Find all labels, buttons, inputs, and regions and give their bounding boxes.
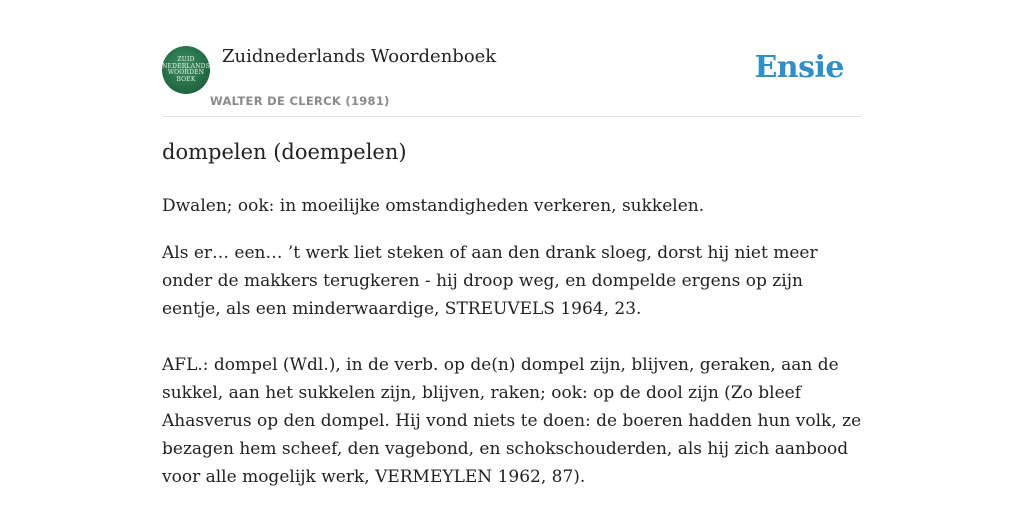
logo-line-2: NEDERLANDS — [162, 62, 210, 70]
ensie-logo-link[interactable]: Ensie — [754, 50, 844, 85]
entry-headword: dompelen (doempelen) — [162, 140, 407, 164]
logo-line-4: BOEK — [176, 75, 196, 83]
dictionary-author: WALTER DE CLERCK (1981) — [210, 94, 390, 108]
entry-definition: Dwalen; ook: in moeilijke omstandigheden verkeren, sukkelen. — [162, 196, 705, 216]
logo-line-1: ZUID — [177, 56, 195, 63]
header — [162, 0, 862, 117]
dictionary-logo[interactable] — [162, 46, 210, 94]
logo-line-3: WOORDEN — [167, 69, 205, 76]
entry-body — [162, 239, 862, 491]
entry-derivation: AFL.: dompel (Wdl.), in de verb. op de(n) dompel zijn, blijven, geraken, aan de sukkel, aan het sukkelen zijn, blijven, raken; ook: op de dool zijn (Zo bleef Ahasverus op den dompel. Hij vond niets te doen: de boeren hadden hun volk, ze bezagen hem scheef, den vagebond, en schokschouderden, als hij zich aanbood voor alle mogelijk werk, VERMEYLEN 1962, 87). — [162, 355, 862, 487]
entry-example: Als er… een… ’t werk liet steken of aan den drank sloeg, dorst hij niet meer onder de makkers terugkeren - hij droop weg, en dompelde ergens op zijn eentje, als een minderwaardige, STREUVELS 1964, 23. — [162, 243, 818, 319]
dictionary-title[interactable]: Zuidnederlands Woordenboek — [222, 46, 497, 67]
